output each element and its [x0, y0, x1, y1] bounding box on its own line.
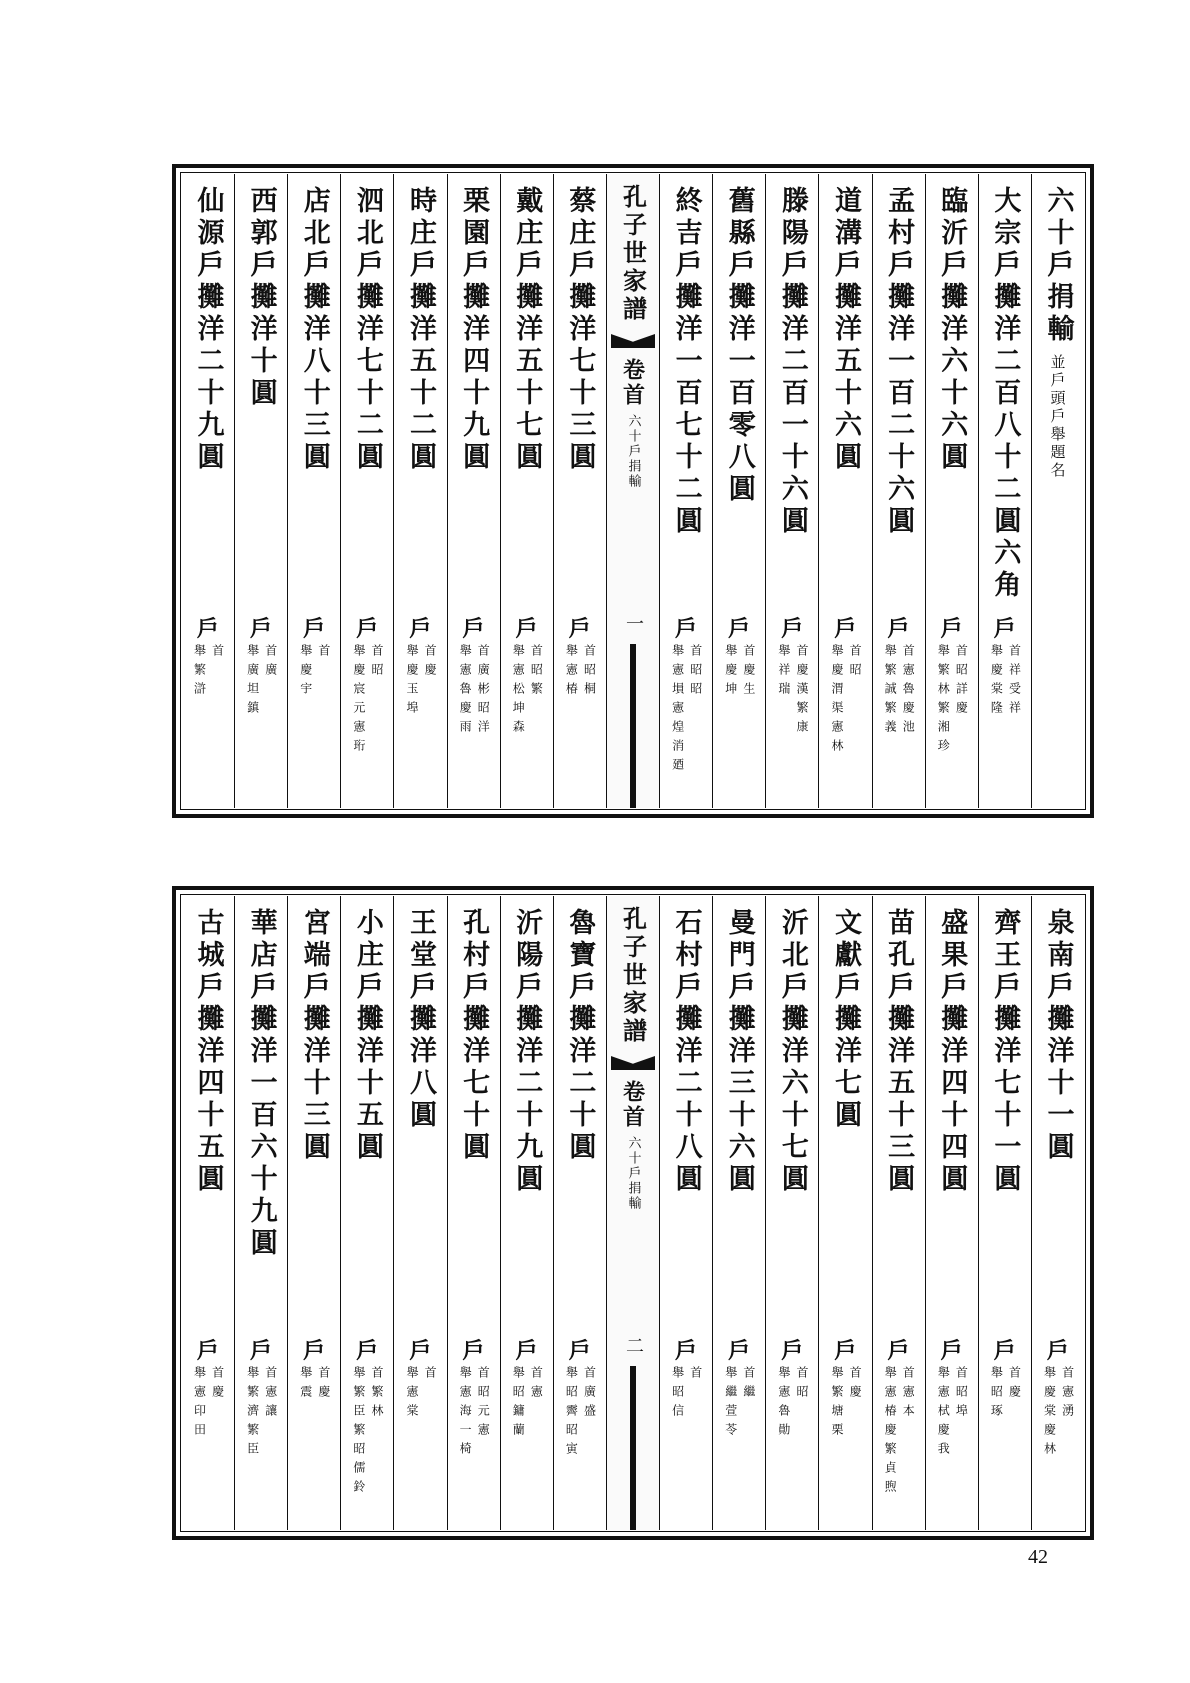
- donor-names: [192, 1366, 223, 1442]
- donor-name-line: 舉慶坤: [723, 644, 738, 701]
- fish-tail-mark: [607, 330, 659, 356]
- donor-head: 戶: [303, 1338, 326, 1364]
- donor-name-line: 首昭: [848, 644, 863, 682]
- spine-section: 六十戶捐輸: [625, 414, 641, 489]
- register-column: [235, 896, 288, 1530]
- donor-names: [724, 1366, 755, 1442]
- donor-name-line: 首昭元憲: [476, 1366, 491, 1442]
- donor-names: [936, 644, 967, 758]
- donor-block: [501, 618, 553, 739]
- donor-names: [936, 1366, 967, 1461]
- branch-entry-text: 石村戶攤洋二十八圓: [670, 908, 702, 1196]
- donor-name-line: 首繼: [741, 1366, 756, 1404]
- register-column: [448, 174, 501, 808]
- register-column: [926, 174, 979, 808]
- donor-names: [511, 1366, 542, 1442]
- donor-name-line: 首: [210, 644, 225, 663]
- donor-names: [777, 1366, 808, 1442]
- branch-entry: [404, 186, 436, 474]
- branch-entry: [883, 908, 915, 1196]
- donor-head: 戶: [568, 1338, 591, 1364]
- branch-entry-text: 泉南戶攤洋十一圓: [1042, 908, 1074, 1164]
- donor-names: [511, 644, 542, 739]
- donor-block: [926, 618, 978, 758]
- donor-head: 戶: [940, 616, 963, 642]
- branch-entry: [245, 908, 277, 1260]
- donor-names: [564, 644, 595, 701]
- donor-block: [873, 618, 925, 739]
- branch-entry-text: 文獻戶攤洋七圓: [829, 908, 861, 1132]
- donor-name-line: 首慶: [316, 1366, 331, 1404]
- register-column: [819, 896, 872, 1530]
- donor-name-line: 舉憲塤憲煌消廼: [670, 644, 685, 777]
- donor-head: 戶: [250, 616, 273, 642]
- branch-entry-text: 齊王戶攤洋七十一圓: [989, 908, 1021, 1196]
- donor-name-line: 舉憲栻慶我: [936, 1366, 951, 1461]
- branch-entry-text: 栗園戶攤洋四十九圓: [458, 186, 490, 474]
- branch-entry: [564, 186, 596, 474]
- register-column: [182, 174, 235, 808]
- donor-block: [394, 618, 446, 720]
- register-column: [394, 174, 447, 808]
- spine-title: 孔子世家譜: [618, 184, 648, 324]
- donor-name-line: 首昭: [795, 1366, 809, 1404]
- donor-name-line: 舉憲印田: [192, 1366, 207, 1442]
- donor-block: [979, 618, 1031, 720]
- register-column: [341, 896, 394, 1530]
- donor-names: [405, 644, 436, 720]
- donor-name-line: 舉繼萱苓: [723, 1366, 738, 1442]
- branch-entry: [989, 908, 1021, 1196]
- donor-name-line: 首昭繁: [529, 644, 544, 701]
- branch-entry: [351, 186, 383, 474]
- donor-name-line: 舉憲海一椅: [458, 1366, 473, 1461]
- donor-head: 戶: [728, 616, 751, 642]
- register-column: [288, 896, 341, 1530]
- branch-entry-text: 孟村戶攤洋一百二十六圓: [883, 186, 915, 538]
- donor-names: [458, 1366, 489, 1461]
- bottom-register-panel: [172, 886, 1094, 1540]
- donor-head: 戶: [515, 616, 538, 642]
- donor-name-line: 首: [688, 1366, 703, 1385]
- donor-names: [405, 1366, 436, 1423]
- donor-name-line: 舉憲椿: [564, 644, 579, 701]
- donor-block: [660, 618, 712, 777]
- branch-entry: [458, 908, 490, 1164]
- branch-entry-text: 泗北戶攤洋七十二圓: [351, 186, 383, 474]
- donor-names: [564, 1366, 595, 1461]
- donor-name-line: 舉慶玉埠: [404, 644, 419, 720]
- register-column: [660, 896, 713, 1530]
- donor-block: [235, 618, 287, 720]
- branch-entry-text: 蔡庄戶攤洋七十三圓: [564, 186, 596, 474]
- register-column: [979, 896, 1032, 1530]
- branch-entry-text: 苗孔戶攤洋五十三圓: [883, 908, 915, 1196]
- register-column: [1032, 896, 1084, 1530]
- donor-head: 戶: [568, 616, 591, 642]
- spine-volume: 卷首: [619, 358, 646, 408]
- spine-title: 孔子世家譜: [618, 906, 648, 1046]
- donor-name-line: 首憲湧: [1060, 1366, 1075, 1423]
- donor-name-line: 舉繁滸: [192, 644, 207, 701]
- donor-name-line: 舉昭霽昭寅: [564, 1366, 579, 1461]
- donor-name-line: 首昭埠: [954, 1366, 969, 1423]
- donor-block: [554, 618, 606, 701]
- branch-entry: [1042, 908, 1074, 1164]
- register-column: [554, 896, 607, 1530]
- donor-name-line: 舉昭鏞蘭: [511, 1366, 526, 1442]
- spine-bar: [630, 644, 636, 808]
- donor-name-line: 首慶生: [741, 644, 756, 701]
- branch-entry-text: 滕陽戶攤洋二百一十六圓: [776, 186, 808, 538]
- donor-name-line: 舉慶棠隆: [989, 644, 1004, 720]
- donor-name-line: 首繁林: [370, 1366, 384, 1423]
- donor-name-line: 首慶: [848, 1366, 863, 1404]
- branch-entry: [883, 186, 915, 538]
- donor-head: 戶: [250, 1338, 273, 1364]
- branch-entry: [511, 908, 543, 1196]
- branch-entry-text: 西郭戶攤洋十圓: [245, 186, 277, 410]
- branch-entry: [564, 908, 596, 1164]
- register-column: [554, 174, 607, 808]
- spine-section: 六十戶捐輸: [625, 1136, 641, 1211]
- donor-name-line: 舉廣坦鎮: [245, 644, 260, 720]
- donor-block: [926, 1340, 978, 1461]
- donor-head: 戶: [462, 616, 485, 642]
- donor-names: [777, 644, 808, 739]
- donor-name-line: 首慶漢繁康: [795, 644, 809, 739]
- donor-block: [288, 618, 340, 701]
- donor-head: 戶: [409, 616, 432, 642]
- branch-entry-text: 盛果戶攤洋四十四圓: [936, 908, 968, 1196]
- branch-entry-text: 王堂戶攤洋八圓: [404, 908, 436, 1132]
- donor-name-line: 首慶: [423, 644, 438, 682]
- donor-head: 戶: [781, 616, 804, 642]
- donor-names: [989, 644, 1020, 720]
- register-column: [182, 896, 235, 1530]
- donor-names: [670, 644, 701, 777]
- donor-head: 戶: [303, 616, 326, 642]
- donor-names: [299, 1366, 330, 1404]
- spine-bar: [630, 1366, 636, 1530]
- donor-name-line: 舉繁濟繁臣: [245, 1366, 260, 1461]
- donor-names: [830, 1366, 861, 1442]
- donor-name-line: 舉繁林繁湘珍: [936, 644, 951, 758]
- donor-block: [341, 618, 393, 758]
- branch-entry: [298, 186, 330, 474]
- donor-names: [458, 644, 489, 739]
- top-columns: [182, 174, 1084, 808]
- donor-head: 戶: [356, 616, 379, 642]
- donor-name-line: 首: [423, 1366, 438, 1385]
- donor-head: 戶: [781, 1338, 804, 1364]
- donor-names: [352, 1366, 383, 1499]
- donor-name-line: 舉慶宸元憲珩: [351, 644, 366, 758]
- donor-head: 戶: [887, 616, 910, 642]
- donor-block: [979, 1340, 1031, 1423]
- donor-name-line: 舉繁誠繁義: [883, 644, 898, 739]
- register-column: [394, 896, 447, 1530]
- donor-block: [766, 618, 818, 739]
- donor-block: [182, 618, 234, 701]
- branch-entry-text: 六十戶捐輸: [1042, 186, 1074, 346]
- donor-head: 戶: [834, 1338, 857, 1364]
- donor-head: 戶: [993, 616, 1016, 642]
- donor-name-line: 首祥受祥: [1007, 644, 1022, 720]
- donor-head: 戶: [356, 1338, 379, 1364]
- branch-entry: [351, 908, 383, 1164]
- donor-block: [341, 1340, 393, 1499]
- branch-entry: [829, 908, 861, 1132]
- donor-name-line: 舉祥瑞: [776, 644, 791, 701]
- branch-entry-text: 大宗戶攤洋二百八十二圓六角: [989, 186, 1021, 602]
- donor-name-line: 舉繁臣繁昭儒鈴: [351, 1366, 366, 1499]
- register-column: [341, 174, 394, 808]
- donor-block: [235, 1340, 287, 1461]
- branch-entry: [192, 186, 224, 474]
- branch-entry: [458, 186, 490, 474]
- register-column: [1032, 174, 1084, 808]
- heading-note: 並戶頭戶舉題名: [1048, 354, 1067, 480]
- leaf-number: 二: [622, 1336, 644, 1354]
- donor-block: [1032, 1340, 1084, 1461]
- branch-entry: [723, 186, 755, 506]
- donor-names: [670, 1366, 701, 1423]
- register-column: [979, 174, 1032, 808]
- branch-entry: [936, 186, 968, 474]
- register-column: [713, 896, 766, 1530]
- donor-name-line: 首慶: [210, 1366, 225, 1404]
- branch-entry-text: 終吉戶攤洋一百七十二圓: [670, 186, 702, 538]
- register-column: [766, 174, 819, 808]
- register-column: [873, 896, 926, 1530]
- donor-head: 戶: [196, 616, 219, 642]
- donor-head: 戶: [675, 1338, 698, 1364]
- donor-block: [448, 1340, 500, 1461]
- donor-head: 戶: [675, 616, 698, 642]
- register-column: [288, 174, 341, 808]
- donor-block: [766, 1340, 818, 1442]
- donor-names: [352, 644, 383, 758]
- register-column: [819, 174, 872, 808]
- branch-entry: [192, 908, 224, 1196]
- branch-entry: [245, 186, 277, 410]
- donor-name-line: 舉憲松坤森: [511, 644, 526, 739]
- donor-name-line: 舉昭信: [670, 1366, 685, 1423]
- donor-head: 戶: [196, 1338, 219, 1364]
- donor-block: [554, 1340, 606, 1461]
- donor-name-line: 舉慶宇: [298, 644, 313, 701]
- donor-names: [830, 644, 861, 758]
- donor-name-line: 舉憲棠: [404, 1366, 419, 1423]
- bottom-columns: [182, 896, 1084, 1530]
- register-column: [873, 174, 926, 808]
- donor-names: [192, 644, 223, 701]
- branch-entry-text: 宮端戶攤洋十三圓: [298, 908, 330, 1164]
- branch-entry: [404, 908, 436, 1132]
- spine-column: [607, 896, 660, 1530]
- donor-name-line: 舉昭琢: [989, 1366, 1004, 1423]
- donor-block: [819, 1340, 871, 1442]
- register-column: [926, 896, 979, 1530]
- branch-entry-text: 舊縣戶攤洋一百零八圓: [723, 186, 755, 506]
- branch-entry: [776, 186, 808, 538]
- donor-block: [182, 1340, 234, 1442]
- register-column: [713, 174, 766, 808]
- donor-names: [989, 1366, 1020, 1423]
- donor-name-line: 首廣: [263, 644, 278, 682]
- register-column: [235, 174, 288, 808]
- branch-entry: [670, 908, 702, 1196]
- donor-head: 戶: [1046, 1338, 1069, 1364]
- register-column: [501, 174, 554, 808]
- donor-block: [819, 618, 871, 758]
- donor-names: [299, 644, 330, 701]
- register-column: [448, 896, 501, 1530]
- donor-name-line: 舉震: [298, 1366, 313, 1404]
- donor-name-line: 舉繁塘栗: [829, 1366, 844, 1442]
- donor-names: [245, 644, 276, 720]
- donor-name-line: 首憲讓: [263, 1366, 278, 1423]
- donor-name-line: 首憲: [529, 1366, 544, 1404]
- donor-block: [873, 1340, 925, 1499]
- donor-head: 戶: [940, 1338, 963, 1364]
- donor-name-line: 首憲魯慶池: [901, 644, 916, 739]
- branch-entry-text: 古城戶攤洋四十五圓: [192, 908, 224, 1196]
- donor-block: [501, 1340, 553, 1442]
- donor-head: 戶: [515, 1338, 538, 1364]
- branch-entry-text: 店北戶攤洋八十三圓: [298, 186, 330, 474]
- branch-entry-text: 孔村戶攤洋七十圓: [458, 908, 490, 1164]
- donor-head: 戶: [834, 616, 857, 642]
- branch-entry-text: 戴庄戶攤洋五十七圓: [511, 186, 543, 474]
- donor-name-line: 首昭詳慶: [954, 644, 969, 720]
- spine-column: [607, 174, 660, 808]
- branch-entry: [1042, 186, 1074, 480]
- fish-tail-mark: [607, 1052, 659, 1078]
- donor-name-line: 首憲本: [901, 1366, 916, 1423]
- branch-entry-text: 曼門戶攤洋三十六圓: [723, 908, 755, 1196]
- donor-block: [713, 618, 765, 701]
- donor-name-line: 舉憲魯慶雨: [458, 644, 473, 739]
- page-number: 42: [1028, 1546, 1048, 1568]
- branch-entry-text: 魯寶戶攤洋二十圓: [564, 908, 596, 1164]
- donor-block: [713, 1340, 765, 1442]
- donor-name-line: 首廣盛: [582, 1366, 597, 1423]
- register-column: [501, 896, 554, 1530]
- branch-entry-text: 時庄戶攤洋五十二圓: [404, 186, 436, 474]
- donor-head: 戶: [887, 1338, 910, 1364]
- branch-entry: [829, 186, 861, 474]
- branch-entry-text: 小庄戶攤洋十五圓: [351, 908, 383, 1164]
- donor-name-line: 首昭: [370, 644, 384, 682]
- branch-entry: [670, 186, 702, 538]
- donor-block: [448, 618, 500, 739]
- donor-name-line: 舉慶棠慶林: [1042, 1366, 1057, 1461]
- branch-entry: [511, 186, 543, 474]
- branch-entry-text: 臨沂戶攤洋六十六圓: [936, 186, 968, 474]
- donor-name-line: 首昭昭: [688, 644, 703, 701]
- donor-names: [883, 644, 914, 739]
- donor-head: 戶: [993, 1338, 1016, 1364]
- donor-names: [245, 1366, 276, 1461]
- donor-head: 戶: [728, 1338, 751, 1364]
- donor-name-line: 首: [316, 644, 331, 663]
- donor-block: [288, 1340, 340, 1404]
- branch-entry-text: 沂陽戶攤洋二十九圓: [511, 908, 543, 1196]
- donor-names: [724, 644, 755, 701]
- donor-name-line: 首昭桐: [582, 644, 597, 701]
- branch-entry: [989, 186, 1021, 602]
- spine-volume: 卷首: [619, 1080, 646, 1130]
- branch-entry-text: 仙源戶攤洋二十九圓: [192, 186, 224, 474]
- donor-block: [660, 1340, 712, 1423]
- donor-names: [1042, 1366, 1073, 1461]
- branch-entry-text: 道溝戶攤洋五十六圓: [829, 186, 861, 474]
- branch-entry-text: 華店戶攤洋一百六十九圓: [245, 908, 277, 1260]
- donor-name-line: 舉慶渭渠憲林: [829, 644, 844, 758]
- branch-entry: [723, 908, 755, 1196]
- branch-entry: [936, 908, 968, 1196]
- donor-block: [394, 1340, 446, 1423]
- donor-name-line: 首慶: [1007, 1366, 1022, 1404]
- leaf-number: 一: [622, 614, 644, 632]
- top-register-panel: [172, 164, 1094, 818]
- branch-entry: [298, 908, 330, 1164]
- register-column: [766, 896, 819, 1530]
- donor-name-line: 舉憲魯勛: [776, 1366, 791, 1442]
- donor-name-line: 首廣彬昭洋: [476, 644, 491, 739]
- donor-names: [883, 1366, 914, 1499]
- donor-head: 戶: [462, 1338, 485, 1364]
- register-column: [660, 174, 713, 808]
- branch-entry: [776, 908, 808, 1196]
- branch-entry-text: 沂北戶攤洋六十七圓: [776, 908, 808, 1196]
- donor-head: 戶: [409, 1338, 432, 1364]
- donor-name-line: 舉憲椿慶繁貞煦: [883, 1366, 898, 1499]
